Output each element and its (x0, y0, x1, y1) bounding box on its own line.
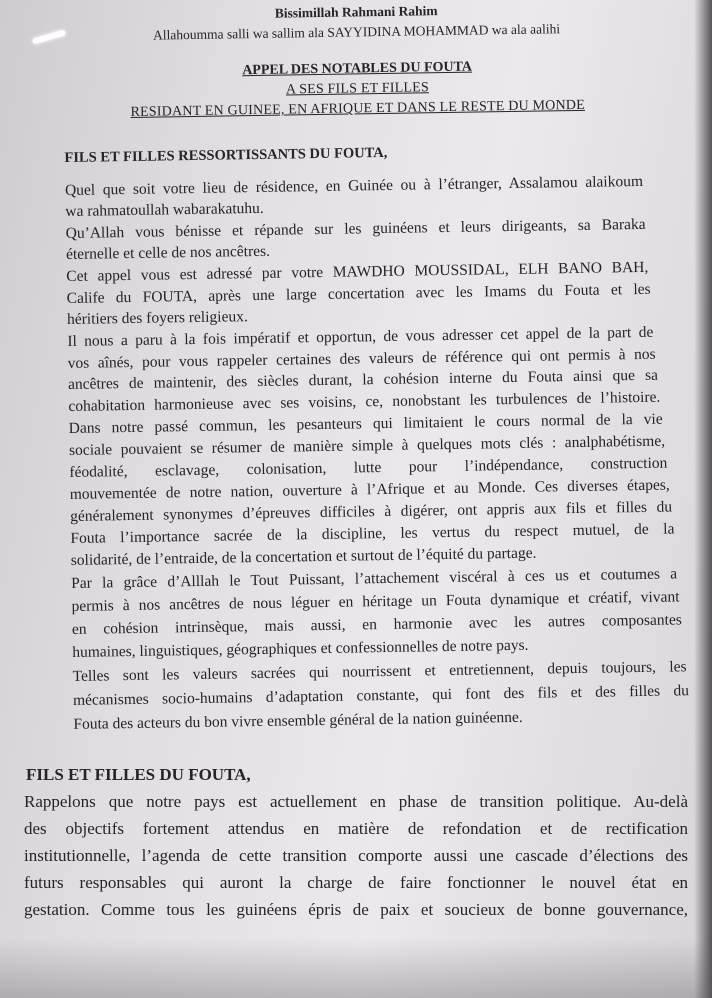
section1-line: généralement synonymes d’épreuves difficiles à digérer, ont appris aux fils et filles du (69, 498, 673, 525)
section2-heading: FILS ET FILLES DU FOUTA, (26, 765, 251, 784)
header-bismillah: Bissimillah Rahmani Rahim (274, 3, 438, 21)
section1-line: vos aînés, pour vous rappeler certaines des valeurs de référence qui ont permis à nos (67, 345, 656, 372)
section1-line: ancêtres de maintenir, des siècles durant, la cohésion interne du Fouta ainsi que sa (67, 366, 659, 393)
section1-line: solidarité, de l’entraide, de la concertation et surtout de l’équité du partage. (70, 544, 537, 569)
section1-line: Il nous a paru à la fois impératif et opportun, de vous adresser cet appel de la part de (67, 323, 654, 350)
section1-line: sociale pouvaient se résumer de manière simple à quelques mots clés : analphabétisme, (68, 432, 666, 459)
section2-line: institutionnelle, l’agenda de cette transition comporte aussi une cascade d’élections des (24, 846, 688, 865)
section1-line: mouvementée de notre nation, ouverture à l’Afrique et au Monde. Ces diverses étapes, (69, 476, 670, 503)
section1-line: en cohésion intrinsèque, mais aussi, en harmonie avec les autres composantes (71, 611, 682, 638)
section1-line: Quel que soit votre lieu de résidence, en Guinée ou à l’étranger, Assalamou alaikoum (64, 172, 644, 200)
section1-line: permis à nos ancêtres de nous léguer en héritage un Fouta dynamique et créatif, vivant (71, 588, 680, 615)
section1-line: cohabitation harmonieuse avec ses voisins, ce, nonobstant les turbulences de l’histoire. (68, 388, 661, 415)
section1-line: wa rahmatoullah wabarakatuhu. (65, 199, 264, 220)
header-salutation: Allahoumma salli wa sallim ala SAYYIDINA MOHAMMAD wa ala aalihi (152, 21, 561, 43)
page-bottom-shadow (0, 938, 712, 998)
page-edge-shadow (694, 0, 712, 998)
document-title-line-3: RESIDANT EN GUINEE, EN AFRIQUE ET DANS LE RESTE DU MONDE (130, 97, 586, 120)
section1-line: Fouta des acteurs du bon vivre ensemble général de la nation guinéenne. (73, 708, 523, 733)
section2-line: futurs responsables qui auront la charge de faire fonctionner le nouvel état en (24, 873, 688, 892)
document-title-line-1: APPEL DES NOTABLES DU FOUTA (242, 59, 473, 79)
section1-line: Calife du FOUTA, après une large concertation avec les Imams du Fouta et les (66, 280, 651, 307)
section2-line: Rappelons que notre pays est actuellement en phase de transition politique. Au-delà (24, 792, 688, 811)
section1-line: Qu’Allah vous bénisse et répande sur les guinéens et leurs dirigeants, sa Baraka (65, 215, 646, 242)
document-title-line-2: A SES FILS ET FILLES (285, 80, 430, 98)
section1-line: Telles sont les valeurs sacrées qui nourrissent et entretiennent, depuis toujours, les (72, 658, 687, 685)
section1-line: héritiers des foyers religieux. (66, 308, 248, 328)
section1-line: féodalité, esclavage, colonisation, lutte pour l’indépendance, construction (69, 454, 668, 481)
section1-line: Par la grâce d’Alllah le Tout Puissant, l’attachement viscéral à ces us et coutumes a (71, 565, 678, 592)
section1-line: Fouta l’importance sacrée de la discipline, les vertus du respect mutuel, de la (70, 520, 675, 547)
section1-line: éternelle et celle de nos ancêtres. (65, 242, 271, 263)
section1-line: Cet appel vous est adressé par votre MAWDHO MOUSSIDAL, ELH BANO BAH, (66, 258, 649, 285)
section2-line: gestation. Comme tous les guinéens épris de paix et soucieux de bonne gouvernance, (24, 900, 688, 919)
section1-line: Dans notre passé commun, les pesanteurs qui limitaient le cours normal de la vie (68, 410, 663, 437)
section1-line: humaines, linguistiques, géographiques et confessionnelles de notre pays. (72, 636, 529, 661)
section1-line: mécanismes socio-humains d’adaptation constante, qui font des fils et des filles du (72, 682, 690, 709)
section2-line: des objectifs fortement attendus en matière de refondation et de rectification (24, 819, 688, 838)
section1-heading: FILS ET FILLES RESSORTISSANTS DU FOUTA, (64, 144, 388, 167)
